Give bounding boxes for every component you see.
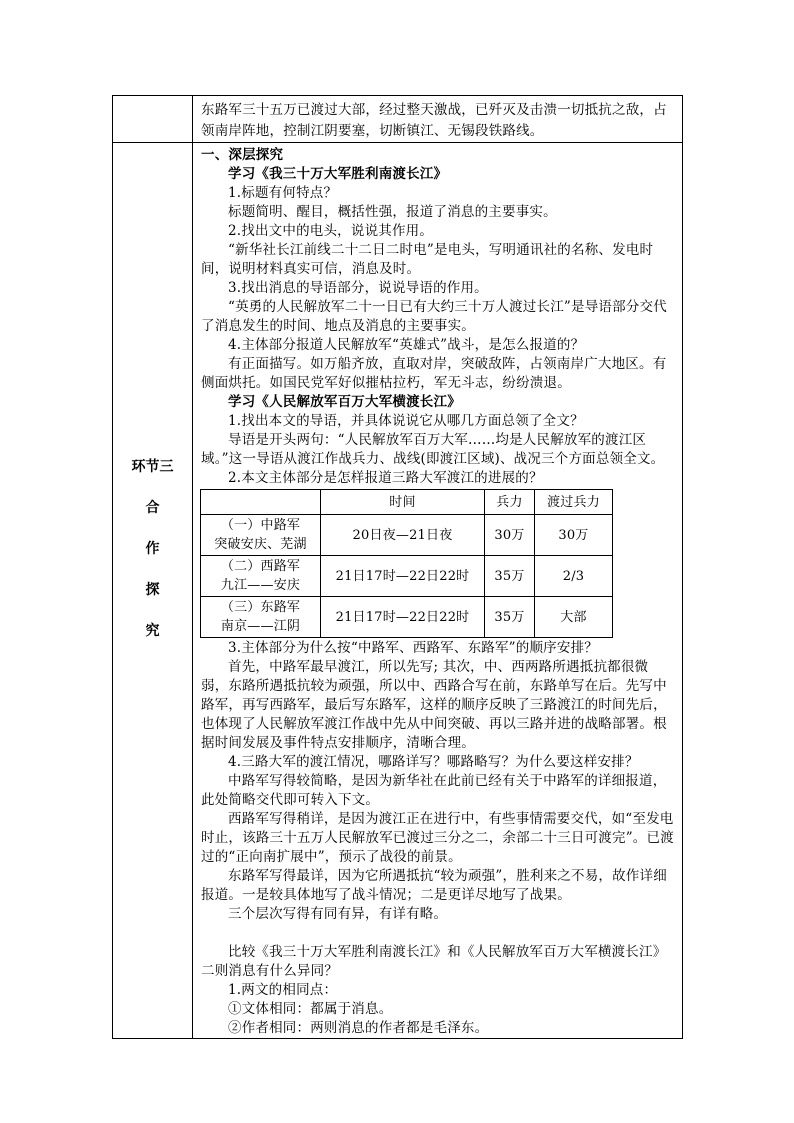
header-cell: 时间	[321, 490, 485, 515]
army-progress-table	[200, 489, 613, 638]
stage-label-char: 究	[145, 623, 160, 639]
army-route: 九江——安庆	[220, 578, 301, 593]
table-header-row	[201, 490, 613, 515]
spacer	[201, 924, 674, 943]
study-title: 学习《我三十万大军胜利南渡长江》	[228, 166, 448, 182]
question: 3.找出消息的导语部分，说说导语的作用。	[228, 280, 488, 296]
stage-label-char: 合	[145, 500, 160, 516]
army-name: （三）东路军	[220, 600, 301, 615]
stage-label: 环节三	[131, 459, 174, 475]
stage-label-char: 作	[145, 541, 160, 557]
same-points-title: 1.两文的相同点：	[228, 982, 338, 998]
header-cell: 兵力	[485, 490, 535, 515]
question: 1.找出本文的导语，并具体说说它从哪几方面总领了全文？	[228, 413, 584, 429]
crossed-cell: 30万	[535, 515, 613, 556]
section-heading: 一、深层探究	[201, 147, 284, 163]
answer: 三个层次写得有同有异，有详有略。	[228, 906, 448, 922]
answer: 首先，中路军最早渡江，所以先写; 其次，中、西两路所遇抵抗都很微弱，东路所遇抵抗较为顽强，所以中、西路合写在前，东路单写在后。先写中路军，再写西路军，最后写东路军，这样的顺序反映了三路渡江的时间先后，也体现了人民解放军渡江作战中先从中间突破、再以三路并进的战略部署。根据时间发展及事件特点安排顺序，清晰合理。	[201, 659, 667, 751]
question: 4.三路大军的渡江情况，哪路详写？哪路略写？为什么要这样安排？	[228, 754, 639, 770]
table-row	[201, 556, 613, 597]
question: 2.本文主体部分是怎样报道三路大军渡江的进展的？	[228, 470, 543, 486]
crossed-cell: 2/3	[535, 556, 613, 597]
time-cell: 20日夜—21日夜	[321, 515, 485, 556]
study-title: 学习《人民解放军百万大军横渡长江》	[228, 394, 461, 410]
force-cell: 30万	[485, 515, 535, 556]
army-cell	[201, 515, 321, 556]
same-point: ①文体相同：都属于消息。	[228, 1001, 393, 1017]
answer: “英勇的人民解放军二十一日已有大约三十万人渡过长江”是导语部分交代了消息发生的时间、地点及消息的主要事实。	[201, 299, 667, 334]
stage-label-cell	[113, 143, 193, 1039]
force-cell: 35万	[485, 597, 535, 638]
lesson-table	[112, 95, 683, 1039]
force-cell: 35万	[485, 556, 535, 597]
east-army-text: 东路军三十五万已渡过大部，经过整天激战，已歼灭及击溃一切抵抗之敌，占领南岸阵地，控制江阴要塞，切断镇江、无锡段铁路线。	[201, 102, 667, 139]
question: 3.主体部分为什么按“中路军、西路军、东路军”的顺序安排？	[228, 640, 598, 656]
answer: 东路军写得最详，因为它所遇抵抗“较为顽强”，胜利来之不易，故作详细报道。一是较具体地写了战斗情况；二是更详尽地写了战果。	[201, 868, 667, 903]
army-cell	[201, 556, 321, 597]
table-row	[201, 597, 613, 638]
stage-label-char: 探	[145, 582, 160, 598]
answer: 标题简明、醒目，概括性强，报道了消息的主要事实。	[228, 204, 557, 220]
answer: 西路军写得稍详，是因为渡江正在进行中，有些事情需要交代，如“至发电时止，该路三十五万人民解放军已渡过三分之二，余部二十三日可渡完”。已渡过的“正向南扩展中”，预示了战役的前景。	[201, 811, 674, 865]
table-row	[201, 515, 613, 556]
time-cell: 21日17时—22日22时	[321, 597, 485, 638]
left-cell-empty	[113, 96, 193, 143]
answer: 导语是开头两句：“人民解放军百万大军……均是人民解放军的渡江区域。”这一导语从渡江作战兵力、战线(即渡江区域)、战况三个方面总领全文。	[201, 432, 665, 467]
content-cell	[193, 96, 683, 143]
content-cell	[193, 143, 683, 1039]
army-name: （二）西路军	[220, 559, 301, 574]
army-name: （一）中路军	[220, 518, 301, 533]
answer: “新华社长江前线二十二日二时电”是电头，写明通讯社的名称、发电时间，说明材料真实可信，消息及时。	[201, 242, 654, 277]
army-cell	[201, 597, 321, 638]
same-point: ②作者相同：两则消息的作者都是毛泽东。	[228, 1020, 489, 1036]
answer: 有正面描写。如万船齐放，直取对岸，突破敌阵，占领南岸广大地区。有侧面烘托。如国民党军好似摧枯拉朽，军无斗志，纷纷溃退。	[201, 356, 667, 391]
time-cell: 21日17时—22日22时	[321, 556, 485, 597]
header-cell: 渡过兵力	[535, 490, 613, 515]
header-cell	[201, 490, 321, 515]
table-row	[113, 143, 683, 1039]
question: 4.主体部分报道人民解放军“英雄式”战斗，是怎么报道的？	[228, 337, 585, 353]
compare-question: 比较《我三十万大军胜利南渡长江》和《人民解放军百万大军横渡长江》二则消息有什么异同？	[201, 944, 667, 979]
question: 2.找出文中的电头，说说其作用。	[228, 223, 434, 239]
question: 1.标题有何特点？	[228, 185, 338, 201]
table-row	[113, 96, 683, 143]
army-route: 突破安庆、芜湖	[214, 537, 307, 552]
answer: 中路军写得较简略，是因为新华社在此前已经有关于中路军的详细报道，此处简略交代即可转入下文。	[201, 773, 667, 808]
army-route: 南京——江阴	[220, 619, 301, 634]
crossed-cell: 大部	[535, 597, 613, 638]
